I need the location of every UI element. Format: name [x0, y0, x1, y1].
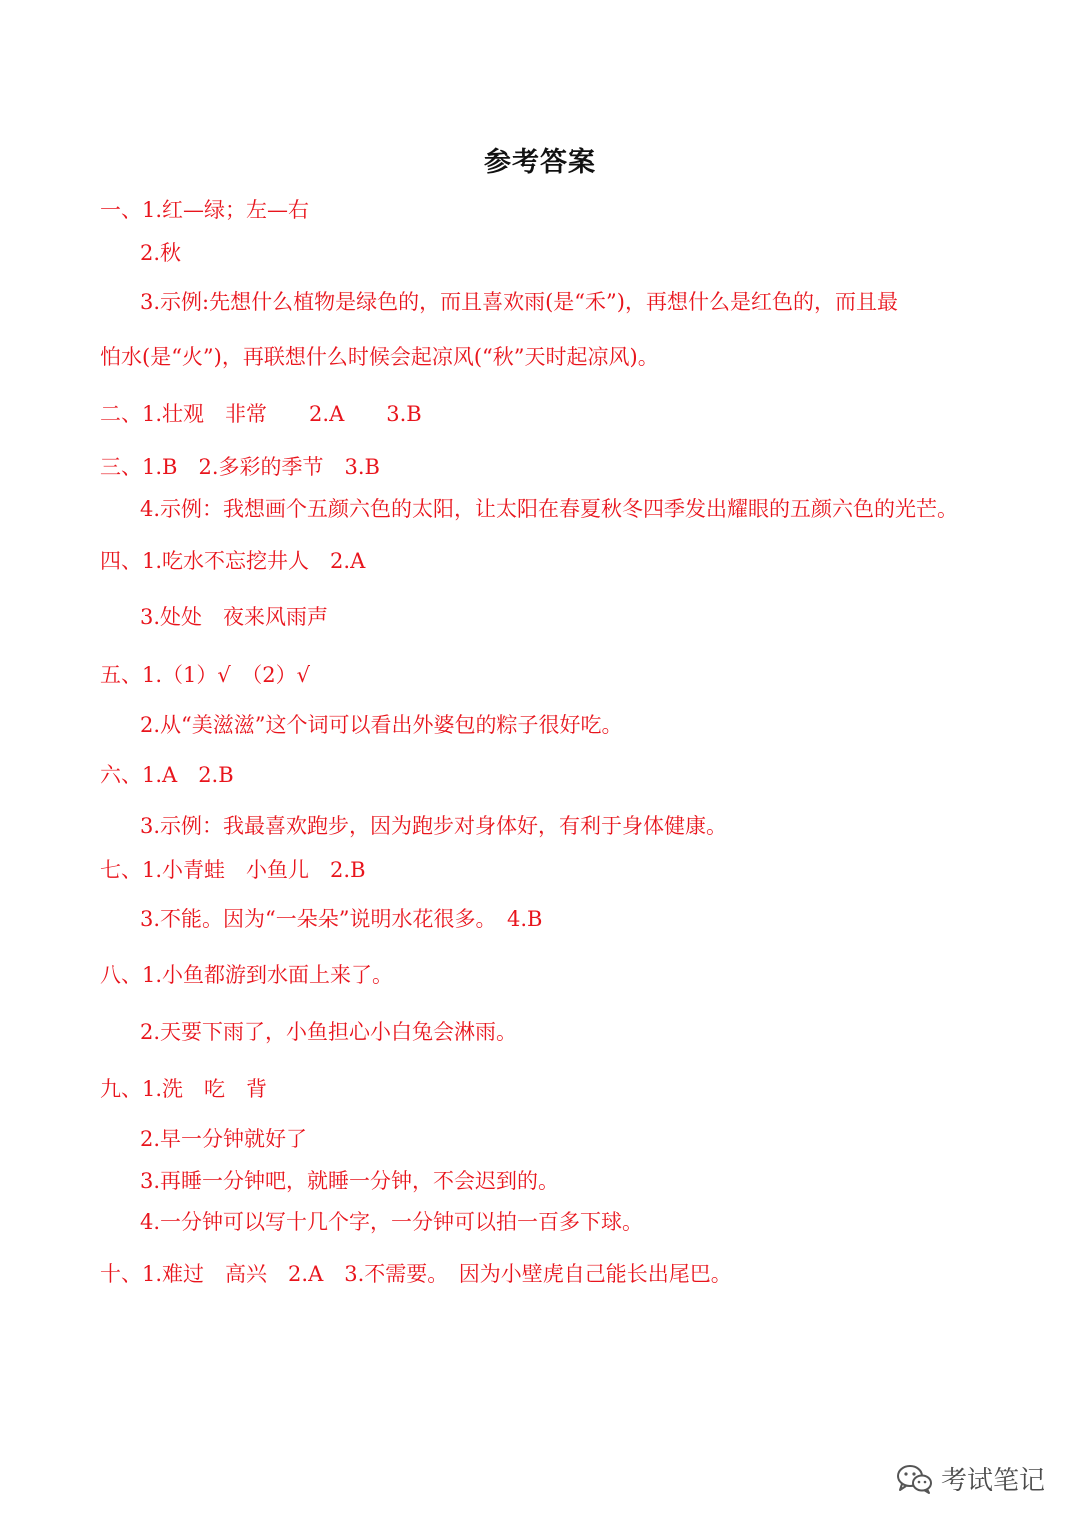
answer-line: 九、1.洗 吃 背	[100, 1077, 268, 1101]
answer-line: 四、1.吃水不忘挖井人 2.A	[100, 549, 366, 573]
answer-line: 七、1.小青蛙 小鱼儿 2.B	[100, 858, 366, 882]
watermark	[895, 1460, 1045, 1497]
answer-line: 五、1.（1）√ （2）√	[100, 663, 311, 687]
answer-line: 十、1.难过 高兴 2.A 3.不需要。 因为小壁虎自己能长出尾巴。	[100, 1262, 732, 1286]
answer-line: 怕水(是“火”)，再联想什么时候会起凉风(“秋”天时起凉风)。	[100, 345, 659, 369]
answer-line: 3.再睡一分钟吧，就睡一分钟，不会迟到的。	[140, 1169, 560, 1193]
answer-line: 一、1.红—绿；左—右	[100, 198, 310, 222]
answer-line: 二、1.壮观 非常 2.A 3.B	[100, 402, 422, 426]
page-title: 参考答案	[484, 147, 596, 178]
answer-line: 六、1.A 2.B	[100, 763, 234, 787]
answer-line: 八、1.小鱼都游到水面上来了。	[100, 963, 394, 987]
wechat-icon	[895, 1463, 933, 1495]
answer-line: 2.秋	[140, 241, 182, 265]
answer-line: 3.示例：我最喜欢跑步，因为跑步对身体好，有利于身体健康。	[140, 814, 728, 838]
answer-line: 2.从“美滋滋”这个词可以看出外婆包的粽子很好吃。	[140, 713, 623, 737]
answer-line: 三、1.B 2.多彩的季节 3.B	[100, 455, 380, 479]
answer-line: 2.早一分钟就好了	[140, 1127, 308, 1151]
answer-line: 2.天要下雨了，小鱼担心小白兔会淋雨。	[140, 1020, 518, 1044]
watermark-text: 考试笔记	[941, 1466, 1046, 1496]
answer-line: 4.一分钟可以写十几个字，一分钟可以拍一百多下球。	[140, 1210, 644, 1234]
answer-line: 3.示例:先想什么植物是绿色的，而且喜欢雨(是“禾”)，再想什么是红色的，而且最	[140, 290, 898, 314]
answer-line: 3.不能。因为“一朵朵”说明水花很多。 4.B	[140, 907, 543, 931]
answer-line: 4.示例：我想画个五颜六色的太阳，让太阳在春夏秋冬四季发出耀眼的五颜六色的光芒。	[140, 497, 959, 521]
answer-line: 3.处处 夜来风雨声	[140, 605, 329, 629]
